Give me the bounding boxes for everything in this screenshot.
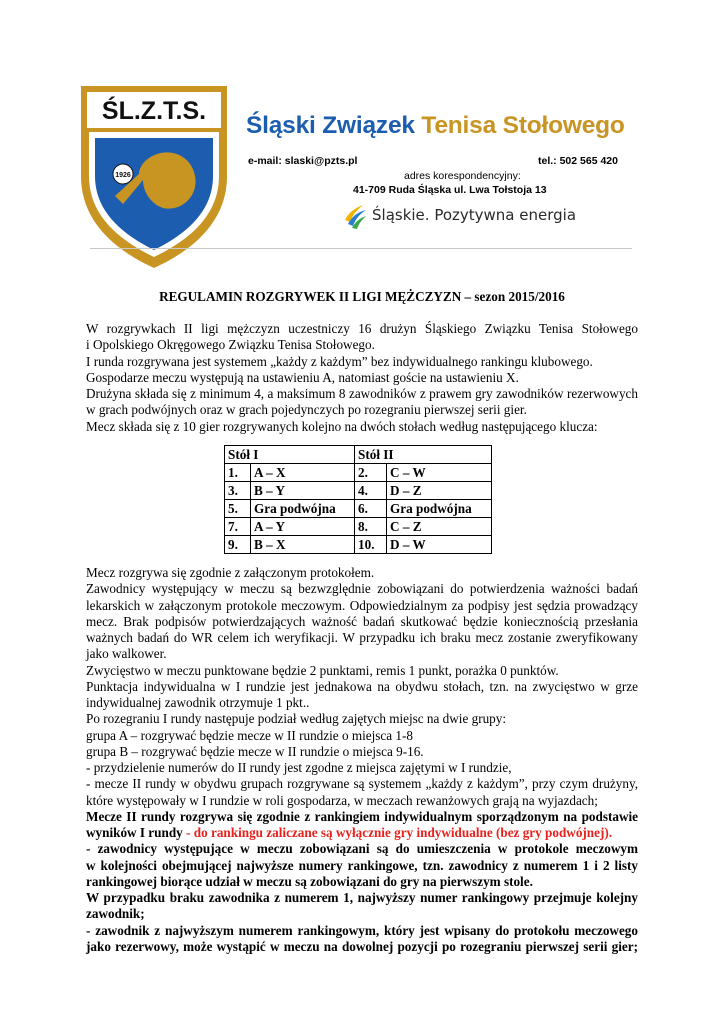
- slogan-rest: Pozytywna energia: [429, 206, 577, 224]
- body-line: Mecz rozgrywa się zgodnie z załączonym protokołem.: [86, 565, 375, 580]
- bold-span: wyników I rundy: [86, 825, 183, 840]
- intro-line: Gospodarze meczu występują na ustawieniu A, natomiast goście na ustawieniu X.: [86, 369, 519, 385]
- rules-body: [86, 565, 638, 955]
- table-cell: 5.: [225, 500, 251, 518]
- body-line: - przydzielenie numerów do II rundy jest zgodne z miejsca zajętymi w I rundzie,: [86, 760, 512, 775]
- body-line: Punktacja indywidualna w I rundzie jest jednakowa na obydwu stołach, tzn. na zwycięstwo w grze: [86, 678, 638, 694]
- intro-paragraph: [86, 321, 638, 435]
- table-cell: 7.: [225, 518, 251, 536]
- bold-line: jako rezerwowy, może wystąpić w meczu na dowolnej pozycji po rozegraniu pierwszej serii gier;: [86, 938, 638, 954]
- bold-line: Mecze II rundy rozgrywa się zgodnie z rankingiem indywidualnym sporządzonym na podstawie: [86, 808, 638, 824]
- table-cell: C – W: [387, 464, 492, 482]
- logo-year: 1926: [115, 172, 131, 179]
- table-cell: 10.: [355, 536, 387, 554]
- table-cell: 2.: [355, 464, 387, 482]
- logo-text: ŚL.Z.T.S.: [101, 97, 207, 125]
- body-line: indywidualnej zawodnik otrzymuje 1 pkt..: [86, 695, 310, 710]
- table-cell: 4.: [355, 482, 387, 500]
- sizts-logo: [79, 84, 229, 270]
- org-name: [246, 112, 625, 140]
- table-cell: C – Z: [387, 518, 492, 536]
- table-cell: 3.: [225, 482, 251, 500]
- table-header: Stół I: [225, 446, 355, 464]
- body-line: mecz. Brak podpisów potwierdzających ważność badań skutkować będzie koniecznością przesłania: [86, 613, 638, 629]
- intro-line: w grach podwójnych oraz w grach pojedynczych po rozegraniu pierwszej serii gier.: [86, 402, 527, 418]
- table-cell: D – W: [387, 536, 492, 554]
- body-line: ważnych badań do WR celem ich weryfikacji. W przypadku ich braku mecz zostanie zweryfikowany: [86, 630, 638, 645]
- table-cell: 6.: [355, 500, 387, 518]
- table-cell: 1.: [225, 464, 251, 482]
- table-cell: 8.: [355, 518, 387, 536]
- table-cell: B – X: [251, 536, 355, 554]
- intro-line: W rozgrywkach II ligi mężczyzn uczestniczy 16 drużyn Śląskiego Związku Tenisa Stołowego: [86, 321, 638, 336]
- header-divider: [90, 248, 632, 249]
- table-row: [225, 500, 492, 518]
- document-title: REGULAMIN ROZGRYWEK II LIGI MĘŻCZYZN – sezon 2015/2016: [159, 289, 565, 304]
- table-cell: D – Z: [387, 482, 492, 500]
- slogan-dot: .: [424, 206, 430, 224]
- body-line: Po rozegraniu I rundy następuje podział według zajętych miejsc na dwie grupy:: [86, 711, 507, 727]
- body-line: Zawodnicy występujący w meczu są bezwzględnie zobowiązani do potwierdzenia ważności badań: [86, 581, 638, 597]
- red-highlight: - do rankingu zaliczane są wyłącznie gry indywidualne (bez gry podwójnej).: [182, 825, 613, 840]
- table-cell: 9.: [225, 536, 251, 554]
- org-name-part2: Tenisa Stołowego: [421, 112, 625, 139]
- bold-line-mixed: [86, 825, 638, 841]
- table-row: [225, 536, 492, 554]
- table-header-row: [225, 446, 492, 464]
- body-line: które występowały w I rundzie w roli gospodarza, w meczach rewanżowych grają na wyjazdach;: [86, 792, 598, 808]
- bold-line: rankingowej biorące udział w meczu są zobowiązani do gry na pierwszym stole.: [86, 873, 533, 889]
- table-cell: B – Y: [251, 482, 355, 500]
- bold-line: - zawodnicy występujące w meczu zobowiązani są do umieszczenia w protokole meczowym: [86, 841, 638, 857]
- body-line: - mecze II rundy w obydwu grupach rozgrywane są systemem „każdy z każdym”, przy czym drużyny,: [86, 776, 638, 792]
- table-cell: Gra podwójna: [251, 500, 355, 518]
- body-line: jako walkower.: [86, 646, 167, 662]
- intro-line: Drużyna składa się z minimum 4, a maksimum 8 zawodników z prawem gry zawodników rezerwowych: [86, 386, 638, 401]
- bold-line: W przypadku braku zawodnika z numerem 1, najwyższy numer rankingowy przejmuje kolejny: [86, 890, 638, 905]
- table-row: [225, 464, 492, 482]
- body-line: Zwycięstwo w meczu punktowane będzie 2 punktami, remis 1 punkt, porażka 0 punktów.: [86, 662, 559, 678]
- game-order-table: [224, 445, 492, 554]
- table-header: Stół II: [355, 446, 492, 464]
- slogan: [372, 206, 576, 224]
- slaskie-logo-icon: [343, 202, 367, 230]
- address: 41-709 Ruda Śląska ul. Lwa Tołstoja 13: [353, 184, 547, 196]
- bold-line: w kolejności obejmującej najwyższe numery rankingowe, tzn. zawodnicy z numerem 1 i 2 listy: [86, 857, 638, 873]
- body-line: lekarskich w załączonym protokole meczowym. Odpowiedzialnym za podpisy jest sędzia prowadzący: [86, 597, 638, 613]
- table-cell: A – X: [251, 464, 355, 482]
- intro-line: I runda rozgrywana jest systemem „każdy z każdym” bez indywidualnego rankingu klubowego.: [86, 353, 593, 369]
- bold-line: zawodnik;: [86, 906, 145, 922]
- body-line: grupa B – rozgrywać będzie mecze w II rundzie o miejsca 9-16.: [86, 743, 424, 759]
- table-row: [225, 482, 492, 500]
- table-cell: A – Y: [251, 518, 355, 536]
- table-row: [225, 518, 492, 536]
- intro-line: i Opolskiego Okręgowego Związku Tenisa Stołowego.: [86, 337, 375, 353]
- intro-line: Mecz składa się z 10 gier rozgrywanych kolejno na dwóch stołach według następującego klucza:: [86, 418, 598, 434]
- slogan-brand: Śląskie: [372, 206, 425, 224]
- address-label: adres korespondencyjny:: [404, 170, 521, 182]
- org-name-part1: Śląski Związek: [246, 112, 415, 139]
- bold-line: - zawodnik z najwyższym numerem rankingowym, który jest wpisany do protokołu meczowego: [86, 922, 638, 938]
- body-line: grupa A – rozgrywać będzie mecze w II rundzie o miejsca 1-8: [86, 727, 413, 743]
- table-cell: Gra podwójna: [387, 500, 492, 518]
- contact-email: e-mail: slaski@pzts.pl: [248, 155, 358, 167]
- contact-phone: tel.: 502 565 420: [538, 155, 618, 167]
